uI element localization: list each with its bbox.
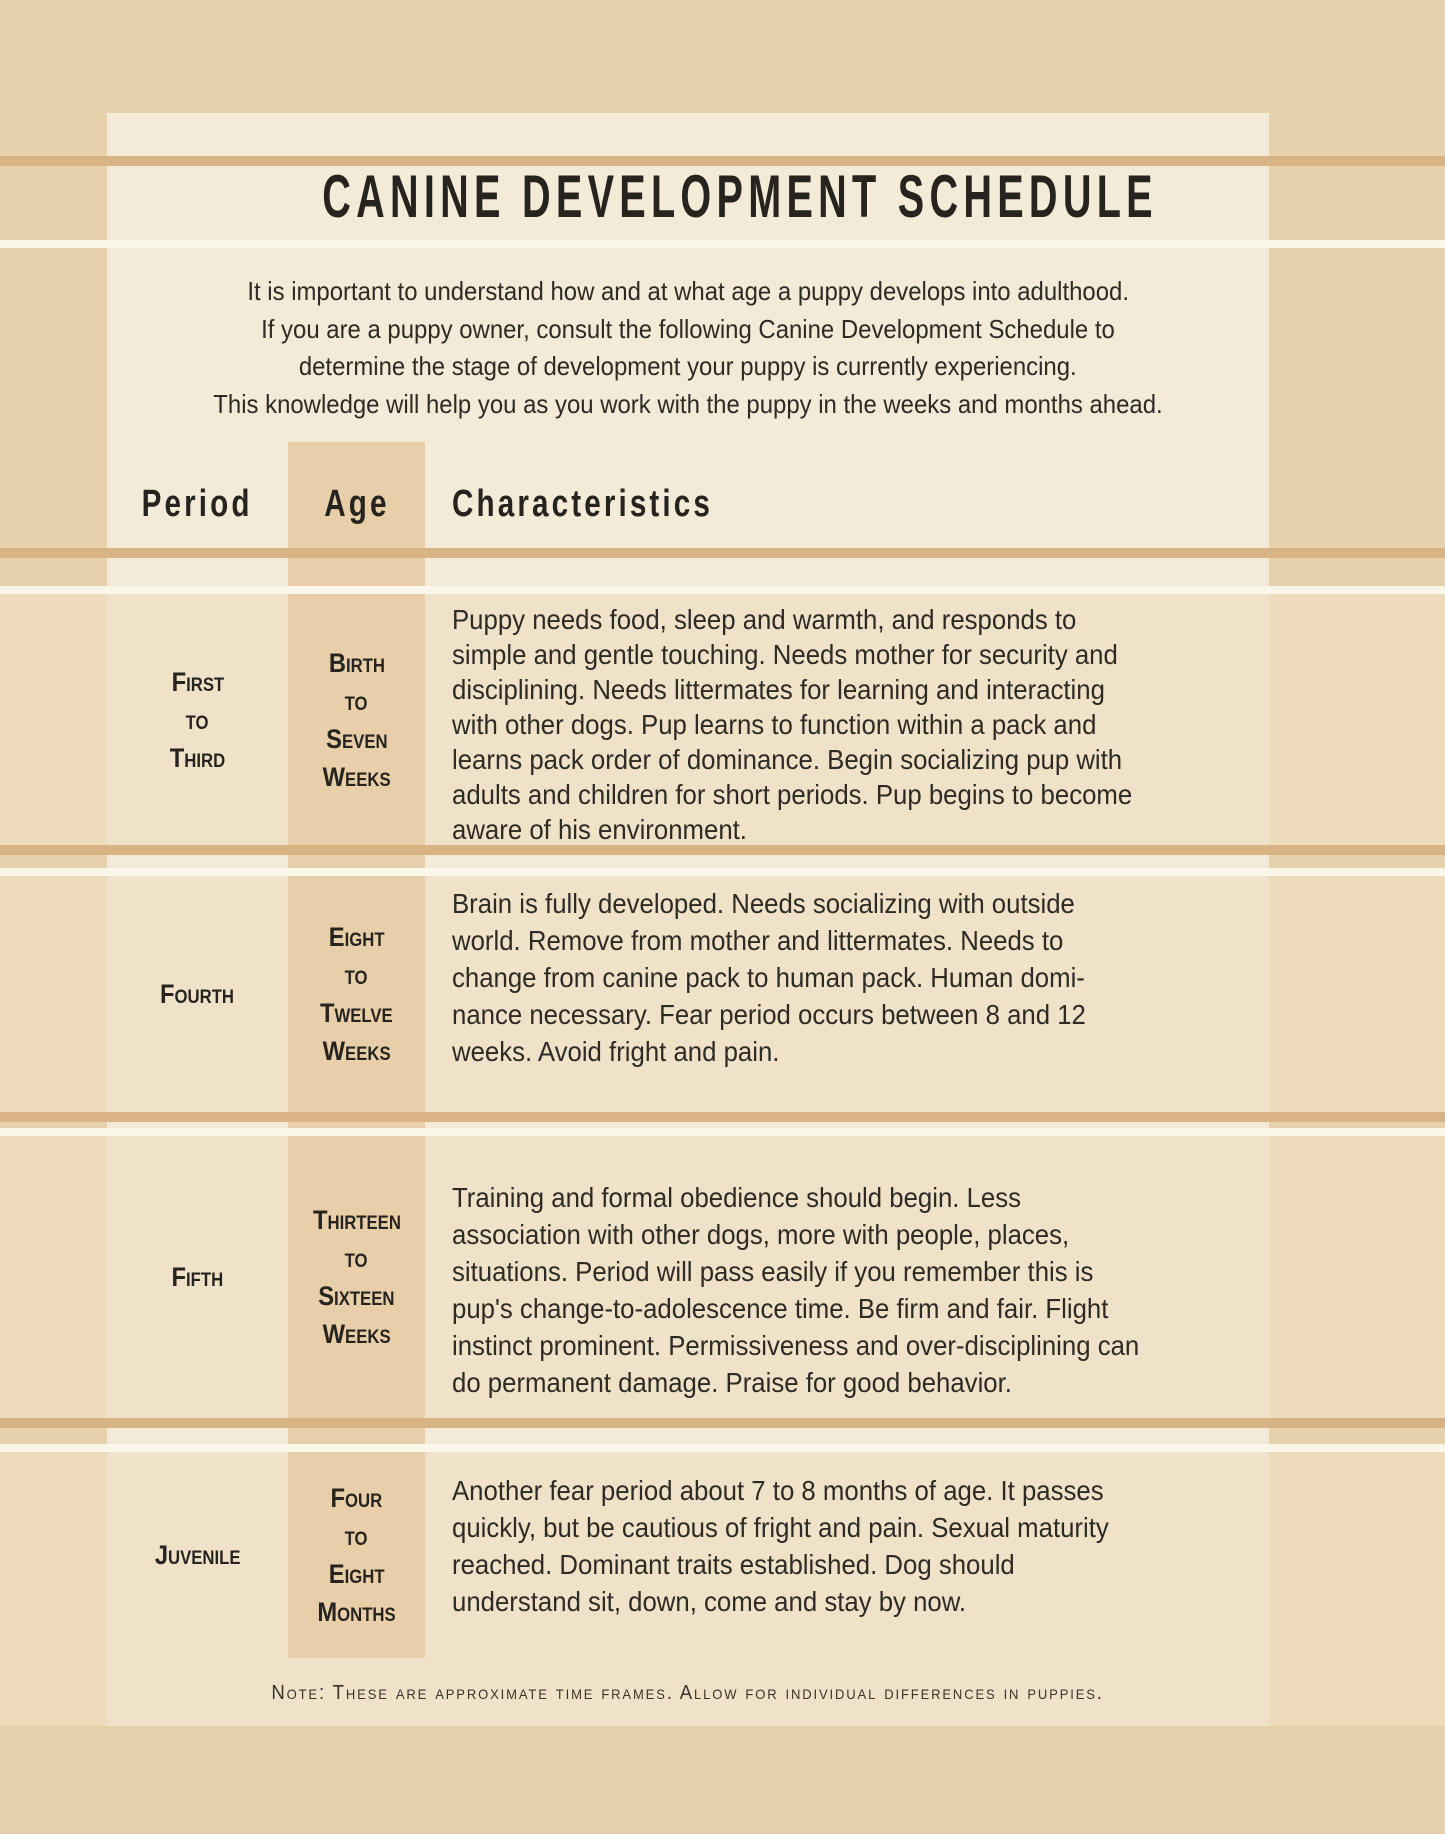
column-header-characteristics: Characteristics: [452, 482, 713, 525]
characteristics-line: do permanent damage. Praise for good behavior.: [452, 1367, 1012, 1398]
age-line: Eight: [328, 1559, 385, 1589]
characteristics-line: understand sit, down, come and stay by now.: [452, 1586, 967, 1617]
row-separator-white: [0, 1128, 1445, 1136]
period-line: Third: [169, 742, 226, 773]
row-separator-white: [0, 868, 1445, 876]
characteristics-line: with other dogs. Pup learns to function within a pack and: [452, 709, 1097, 740]
characteristics-cell: [452, 1179, 1199, 1401]
age-line: to: [345, 960, 368, 990]
characteristics-line: adults and children for short periods. Pup begins to become: [452, 779, 1133, 810]
row-separator-dark: [0, 1418, 1445, 1428]
age-line: Twelve: [320, 998, 393, 1028]
age-line: Four: [330, 1483, 383, 1513]
age-line: Thirteen: [312, 1205, 401, 1235]
period-cell: [107, 876, 288, 1112]
characteristics-line: Training and formal obedience should begin. Less: [452, 1182, 1022, 1213]
characteristics-line: Puppy needs food, sleep and warmth, and responds to: [452, 604, 1077, 635]
characteristics-line: Brain is fully developed. Needs socializing with outside: [452, 888, 1075, 919]
characteristics-line: weeks. Avoid fright and pain.: [452, 1036, 780, 1067]
characteristics-line: learns pack order of dominance. Begin socializing pup with: [452, 744, 1123, 775]
characteristics-line: pup's change-to-adolescence time. Be firm and fair. Flight: [452, 1293, 1109, 1324]
period-cell: [107, 594, 288, 845]
age-line: Sixteen: [318, 1281, 395, 1311]
header-bottom-rule: [0, 548, 1445, 558]
characteristics-line: nance necessary. Fear period occurs between 8 and 12: [452, 999, 1086, 1030]
age-line: Birth: [328, 647, 385, 678]
period-line: Fifth: [171, 1262, 224, 1292]
page-title: CANINE DEVELOPMENT SCHEDULE: [322, 163, 1158, 230]
age-cell: [288, 876, 425, 1112]
age-line: Weeks: [322, 1319, 391, 1349]
row-top-rule: [0, 586, 1445, 594]
column-header-period: Period: [142, 482, 253, 525]
column-header-age: Age: [323, 482, 390, 525]
age-cell: [288, 1136, 425, 1418]
age-line: Weeks: [322, 1036, 391, 1066]
age-line: Eight: [328, 922, 385, 952]
characteristics-line: instinct prominent. Permissiveness and over-disciplining can: [452, 1330, 1140, 1361]
age-line: to: [345, 685, 368, 716]
characteristics-line: quickly, but be cautious of fright and pain. Sexual maturity: [452, 1512, 1109, 1543]
period-cell: [107, 1452, 288, 1658]
title-bottom-rule: [0, 240, 1445, 248]
period-cell: [107, 1136, 288, 1418]
age-line: Months: [317, 1597, 396, 1627]
intro-paragraph: [107, 273, 1269, 423]
age-cell: [288, 1452, 425, 1658]
age-line: to: [345, 1521, 368, 1551]
row-separator-dark: [0, 1112, 1445, 1122]
characteristics-line: simple and gentle touching. Needs mother for security and: [452, 639, 1118, 670]
intro-line: It is important to understand how and at what age a puppy develops into adulthood.: [247, 276, 1129, 306]
period-line: to: [186, 704, 209, 735]
characteristics-line: disciplining. Needs littermates for learning and interacting: [452, 674, 1105, 705]
characteristics-line: aware of his environment.: [452, 814, 747, 845]
period-line: Juvenile: [154, 1540, 241, 1570]
period-line: First: [171, 666, 224, 697]
characteristics-cell: [452, 885, 1141, 1070]
age-line: to: [345, 1243, 368, 1273]
footnote: Note: These are approximate time frames. Allow for individual differences in puppies.: [271, 1682, 1105, 1704]
characteristics-line: change from canine pack to human pack. Human domi-: [452, 962, 1085, 993]
characteristics-line: association with other dogs, more with people, places,: [452, 1219, 1070, 1250]
characteristics-line: world. Remove from mother and littermates. Needs to: [452, 925, 1064, 956]
intro-line: determine the stage of development your puppy is currently experiencing.: [299, 351, 1077, 381]
characteristics-line: situations. Period will pass easily if you remember this is: [452, 1256, 1094, 1287]
characteristics-line: Another fear period about 7 to 8 months of age. It passes: [452, 1475, 1104, 1506]
row-separator-white: [0, 1444, 1445, 1452]
characteristics-line: reached. Dominant traits established. Dog should: [452, 1549, 1015, 1580]
intro-line: This knowledge will help you as you work with the puppy in the weeks and months ahead.: [213, 388, 1163, 419]
period-line: Fourth: [160, 979, 235, 1009]
intro-line: If you are a puppy owner, consult the following Canine Development Schedule to: [261, 313, 1115, 344]
age-line: Weeks: [322, 761, 391, 792]
age-line: Seven: [325, 723, 388, 754]
characteristics-cell: [452, 1472, 1166, 1620]
characteristics-cell: [452, 602, 1191, 847]
age-cell: [288, 594, 425, 845]
